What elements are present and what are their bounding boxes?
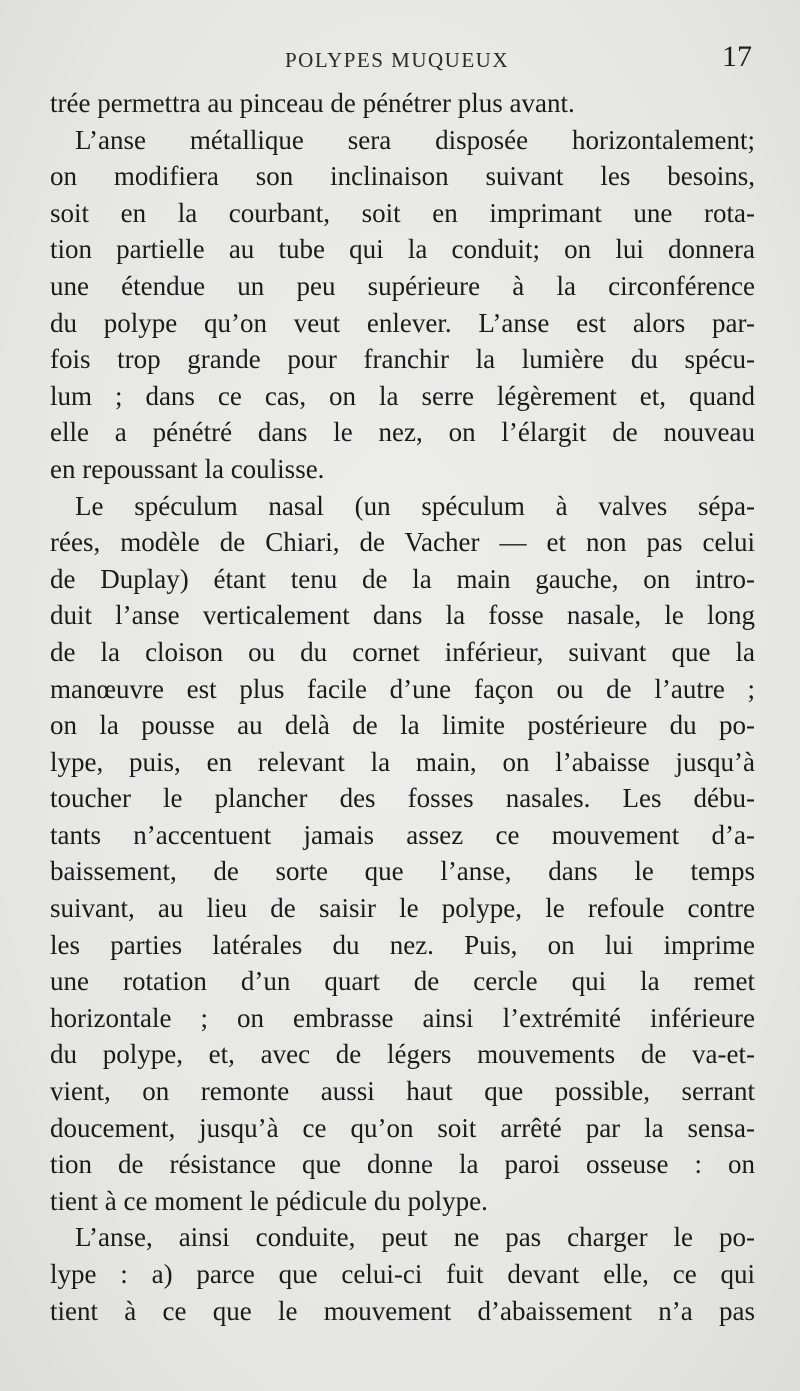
text-line: on modifiera son inclinaison suivant les besoins,	[50, 161, 755, 192]
text-line: manœuvre est plus facile d’une façon ou de l’autre ;	[50, 673, 755, 704]
text-line: trée permettra au pinceau de pénétrer plus avant.	[50, 88, 575, 118]
text-line: du polype, et, avec de légers mouvements de va-et-	[50, 1039, 755, 1070]
text-line: lum ; dans ce cas, on la serre légèrement et, quand	[50, 380, 755, 411]
text-line: de la cloison ou du cornet inférieur, suivant que la	[50, 636, 755, 667]
text-line: horizontale ; on embrasse ainsi l’extrémité inférieure	[50, 1002, 755, 1033]
text-line: elle a pénétré dans le nez, on l’élargit de nouveau	[50, 417, 755, 448]
text-line: suivant, au lieu de saisir le polype, le refoule contre	[50, 893, 755, 924]
body-text	[50, 85, 755, 1329]
text-line: une étendue un peu supérieure à la circonférence	[50, 270, 755, 301]
text-line: du polype qu’on veut enlever. L’anse est alors par-	[50, 307, 755, 338]
running-head	[0, 40, 800, 80]
text-line: Le spéculum nasal (un spéculum à valves sépa-	[75, 490, 755, 521]
text-line: rées, modèle de Chiari, de Vacher — et non pas celui	[50, 527, 755, 558]
text-line: tion de résistance que donne la paroi osseuse : on	[50, 1149, 755, 1180]
text-line: vient, on remonte aussi haut que possible, serrant	[50, 1076, 755, 1107]
text-line: une rotation d’un quart de cercle qui la remet	[50, 966, 755, 997]
text-line: lype : a) parce que celui-ci fuit devant elle, ce qui	[50, 1259, 755, 1289]
text-line: tion partielle au tube qui la conduit; on lui donnera	[50, 234, 755, 265]
page-number: 17	[722, 40, 752, 73]
text-line: duit l’anse verticalement dans la fosse nasale, le long	[50, 600, 755, 631]
text-line: fois trop grande pour franchir la lumière du spécu-	[50, 344, 755, 375]
text-line: doucement, jusqu’à ce qu’on soit arrêté par la sensa-	[50, 1112, 755, 1143]
text-line: lype, puis, en relevant la main, on l’abaisse jusqu’à	[50, 746, 755, 777]
running-title: POLYPES MUQUEUX	[285, 48, 509, 72]
text-line: tient à ce moment le pédicule du polype.	[50, 1185, 488, 1216]
text-line: baissement, de sorte que l’anse, dans le temps	[50, 856, 755, 887]
text-line: tants n’accentuent jamais assez ce mouvement d’a-	[50, 819, 755, 850]
text-line: soit en la courbant, soit en imprimant une rota-	[50, 197, 755, 228]
text-line: L’anse, ainsi conduite, peut ne pas charger le po-	[75, 1222, 755, 1253]
text-line: de Duplay) étant tenu de la main gauche, on intro-	[50, 563, 755, 594]
text-line: tient à ce que le mouvement d’abaissement n’a pas	[50, 1295, 755, 1326]
text-line: les parties latérales du nez. Puis, on lui imprime	[50, 929, 755, 960]
text-line: L’anse métallique sera disposée horizontalement;	[75, 124, 755, 155]
text-line: en repoussant la coulisse.	[50, 453, 325, 484]
text-line: on la pousse au delà de la limite postérieure du po-	[50, 710, 755, 741]
text-line: toucher le plancher des fosses nasales. Les débu-	[50, 783, 755, 814]
